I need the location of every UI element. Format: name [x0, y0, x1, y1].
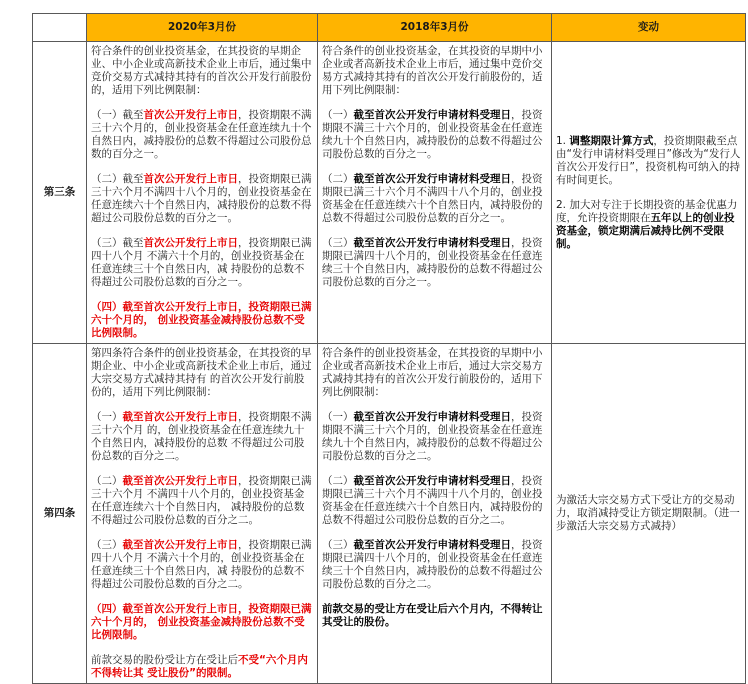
table-row-article4	[33, 344, 746, 684]
column-header-change: 变动	[552, 14, 746, 42]
header-row	[33, 14, 746, 42]
table-row-article3	[33, 42, 746, 344]
column-header-2020: 2020年3月份	[87, 14, 318, 42]
cell-article3-change: 1. 调整期限计算方式，投资期限截至点由“发行申请材料受理日”修改为“发行人首次公开发行日”，投资机构可纳入的持有时间更长。 2. 加大对专注于长期投资的基金优惠力度，允许投资期限在五年以上的创业投资基金，锁定期满后减持比例不受限制。	[552, 42, 746, 344]
cell-article4-2018: 符合条件的创业投资基金，在其投资的早期中小企业或者高新技术企业上市后，通过大宗交易方式减持其持有的首次公开发行前股份的，适用下列比例限制： （一）截至首次公开发行申请材料受理日，投资期限不满三十六个月的，创业投资基金在任意连续九十个自然日内，减持股份的总数不得超过公司股份总数的百分之二。 （二）截至首次公开发行申请材料受理日，投资期限已满三十六个月不满四十八个月的，创业投资基金在任意连续六十个自然日内，减持股份的总数不得超过公司股份总数的百分之二。 （三）截至首次公开发行申请材料受理日，投资期限已满四十八个月的，创业投资基金在任意连续三十个自然日内，减持股份的总数不得超过公司股份总数的百分之二。 前款交易的受让方在受让后六个月内，不得转让其受让的股份。	[318, 344, 552, 684]
cell-article4-2020: 第四条符合条件的创业投资基金，在其投资的早期企业、中小企业或高新技术企业上市后，通过大宗交易方式减持其持有 的首次公开发行前股份的，适用下列比例限制： （一）截至首次公开发行上市日，投资期限不满三十六个月 的，创业投资基金在任意连续九十个自然日内，减持股份的总数 不得超过公司股份总数的百分之二。 （二）截至首次公开发行上市日，投资期限已满三十六个月 不满四十八个月的，创业投资基金在任意连续六十个自然日内， 减持股份的总数不得超过公司股份总数的百分之二。 （三）截至首次公开发行上市日，投资期限已满四十八个月 不满六十个月的，创业投资基金在任意连续三十个自然日内，减 持股份的总数不得超过公司股份总数的百分之二。 （四）截至首次公开发行上市日，投资期限已满六十个月的， 创业投资基金减持股份总数不受比例限制。 前款交易的股份受让方在受让后不受“六个月内不得转让其 受让股份”的限制。	[87, 344, 318, 684]
cell-article4-change: 为激活大宗交易方式下受让方的交易动力，取消减持受让方锁定期限制。（进一步激活大宗交易方式减持）	[552, 344, 746, 684]
corner-cell	[33, 14, 87, 42]
cell-article3-2020: 符合条件的创业投资基金，在其投资的早期企业、中小企业或高新技术企业上市后，通过集中竞价交易方式减持其持有的首次公开发行前股份的，适用下列比例限制： （一）截至首次公开发行上市日，投资期限不满三十六个月的，创业投资基金在任意连续九十个自然日内，减持股份的总数不得超过公司股份总数的百分之一。 （二）截至首次公开发行上市日，投资期限已满三十六个月不满四十八个月的，创业投资基金在任意连续六十个自然日内，减持股份的总数不得超过公司股份总数的百分之一。 （三）截至首次公开发行上市日，投资期限已满四十八个月 不满六十个月的，创业投资基金在任意连续三十个自然日内，减 持股份的总数不得超过公司股份总数的百分之一。 （四）截至首次公开发行上市日，投资期限已满六十个月的， 创业投资基金减持股份总数不受比例限制。	[87, 42, 318, 344]
row-label-article4: 第四条	[33, 344, 87, 684]
comparison-table	[32, 13, 746, 684]
column-header-2018: 2018年3月份	[318, 14, 552, 42]
row-label-article3: 第三条	[33, 42, 87, 344]
cell-article3-2018: 符合条件的创业投资基金，在其投资的早期中小企业或者高新技术企业上市后，通过集中竞价交易方式减持其持有的首次公开发行前股份的，适用下列比例限制： （一）截至首次公开发行申请材料受理日，投资期限不满三十六个月的，创业投资基金在任意连续九十个自然日内，减持股份的总数不得超过公司股份总数的百分之一。 （二）截至首次公开发行申请材料受理日，投资期限已满三十六个月不满四十八个月的，创业投资基金在任意连续六十个自然日内，减持股份的总数不得超过公司股份总数的百分之一。 （三）截至首次公开发行申请材料受理日，投资期限已满四十八个月的，创业投资基金在任意连续三十个自然日内，减持股份的总数不得超过公司股份总数的百分之一。	[318, 42, 552, 344]
